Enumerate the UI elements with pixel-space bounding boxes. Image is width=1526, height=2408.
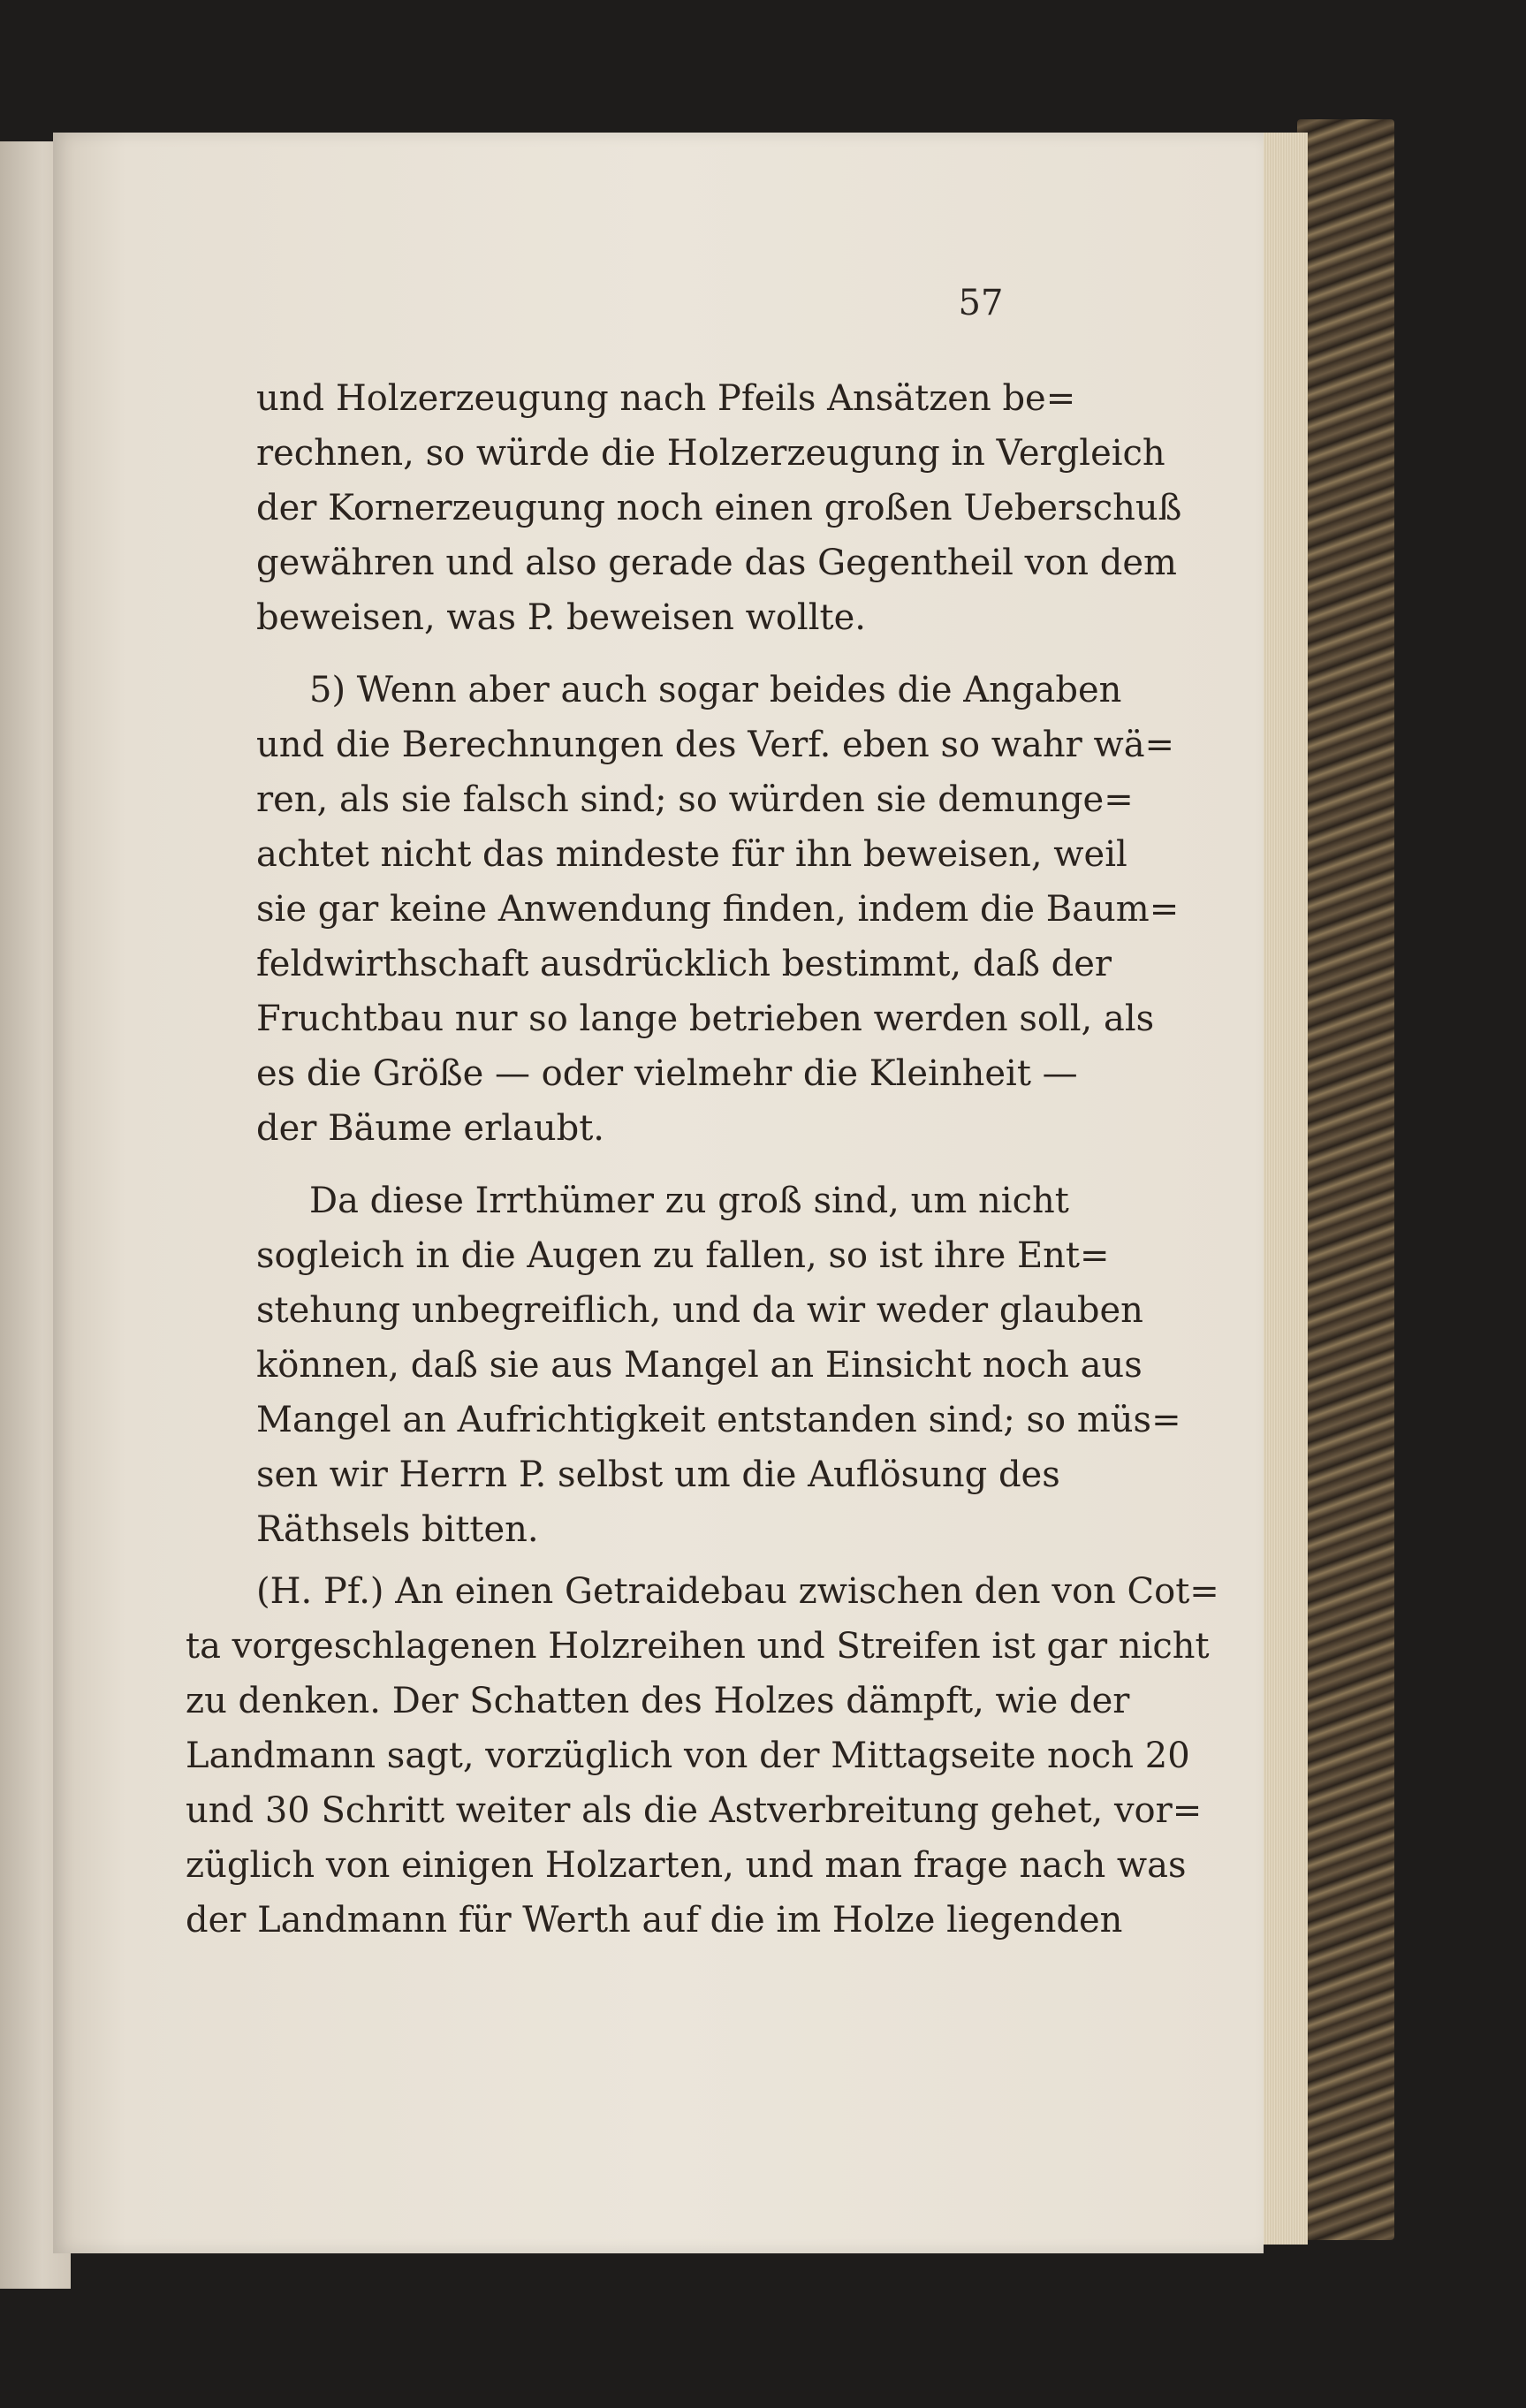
note-text xyxy=(186,1564,1219,1948)
text-line: achtet nicht das mindeste für ihn beweisen, weil xyxy=(256,834,1127,875)
text-line: 5) Wenn aber auch sogar beides die Angaben xyxy=(309,670,1122,710)
text-line: stehung unbegreiflich, und da wir weder glauben xyxy=(256,1290,1143,1331)
text-line: beweisen, was P. beweisen wollte. xyxy=(256,597,866,638)
text-line: Da diese Irrthümer zu groß sind, um nicht xyxy=(309,1181,1069,1221)
text-line: und die Berechnungen des Verf. eben so wahr wä= xyxy=(256,725,1175,765)
page-number: 57 xyxy=(958,283,1004,323)
text-line: feldwirthschaft ausdrücklich bestimmt, daß der xyxy=(256,944,1112,984)
text-line: sogleich in die Augen zu fallen, so ist ihre Ent= xyxy=(256,1235,1110,1276)
paragraph-2 xyxy=(256,663,1180,1156)
text-line: rechnen, so würde die Holzerzeugung in Vergleich xyxy=(256,433,1165,474)
body-text xyxy=(256,371,1182,1557)
text-line: Landmann sagt, vorzüglich von der Mittagseite noch 20 xyxy=(186,1736,1190,1776)
text-line: Fruchtbau nur so lange betrieben werden soll, als xyxy=(256,999,1155,1039)
text-line: ta vorgeschlagenen Holzreihen und Streifen ist gar nicht xyxy=(186,1626,1210,1667)
marbled-cover xyxy=(1297,119,1394,2240)
text-line: der Landmann für Werth auf die im Holze liegenden xyxy=(186,1900,1123,1941)
text-line: sen wir Herrn P. selbst um die Auflösung des xyxy=(256,1455,1060,1495)
text-line: der Kornerzeugung noch einen großen Ueberschuß xyxy=(256,488,1182,528)
text-line: können, daß sie aus Mangel an Einsicht noch aus xyxy=(256,1345,1143,1386)
text-line: (H. Pf.) An einen Getraidebau zwischen den von Cot= xyxy=(256,1571,1219,1612)
text-line: Mangel an Aufrichtigkeit entstanden sind; so müs= xyxy=(256,1400,1181,1440)
text-line: ren, als sie falsch sind; so würden sie demunge= xyxy=(256,779,1134,820)
paragraph-3 xyxy=(256,1174,1181,1557)
text-line: Räthsels bitten. xyxy=(256,1509,539,1550)
text-line: zu denken. Der Schatten des Holzes dämpft, wie der xyxy=(186,1681,1130,1721)
text-line: sie gar keine Anwendung finden, indem die Baum= xyxy=(256,889,1180,930)
text-line: und 30 Schritt weiter als die Astverbreitung gehet, vor= xyxy=(186,1790,1203,1831)
text-line: es die Größe — oder vielmehr die Kleinheit — xyxy=(256,1053,1078,1094)
text-line: gewähren und also gerade das Gegentheil von dem xyxy=(256,543,1177,583)
paragraph-1 xyxy=(256,371,1182,645)
text-line: und Holzerzeugung nach Pfeils Ansätzen be= xyxy=(256,378,1076,419)
text-line: züglich von einigen Holzarten, und man frage nach was xyxy=(186,1845,1187,1886)
text-line: der Bäume erlaubt. xyxy=(256,1108,605,1149)
